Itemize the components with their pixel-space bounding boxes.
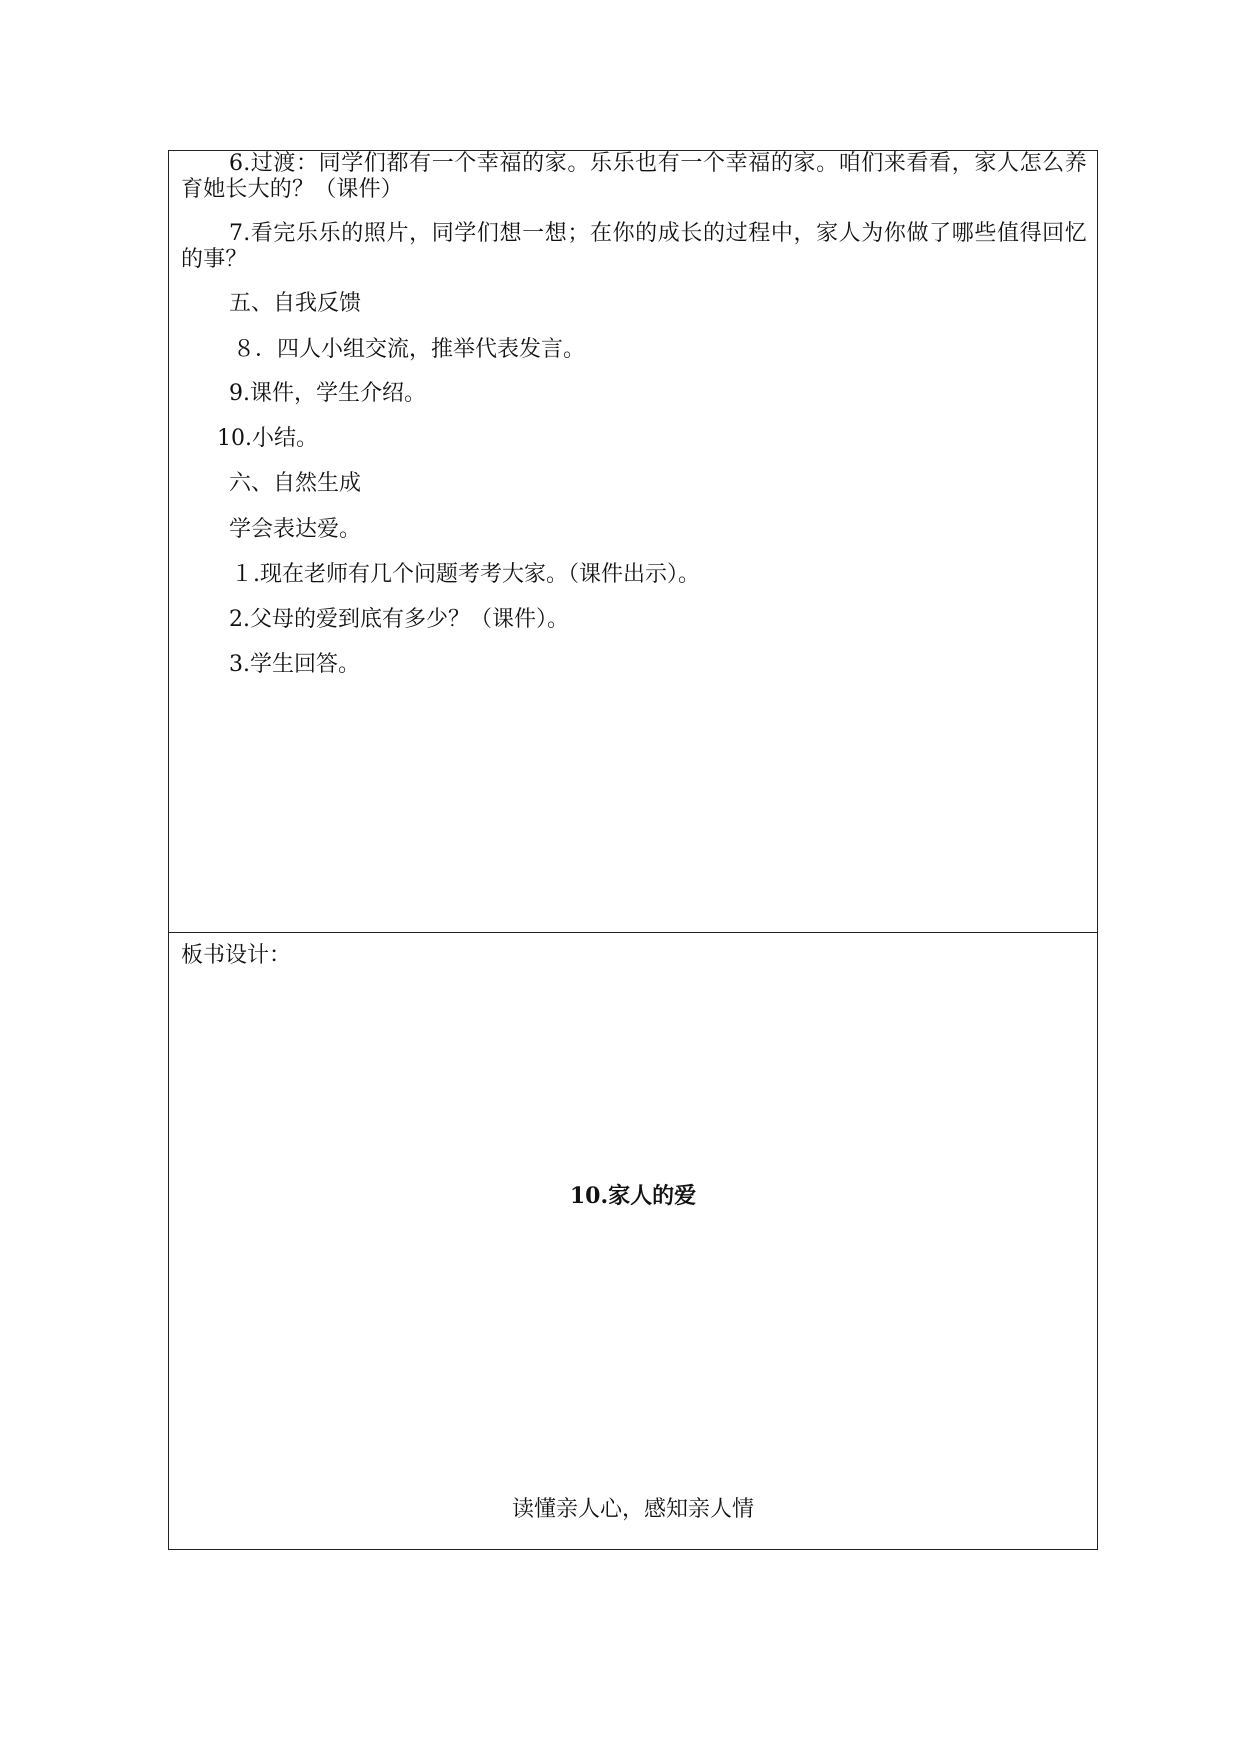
step-8-group-discussion: ８．四人小组交流，推举代表发言。: [233, 337, 586, 362]
express-love-line: 学会表达爱。: [229, 517, 362, 542]
teaching-process-cell: [169, 151, 1097, 933]
section-five-heading: 五、自我反馈: [229, 291, 362, 316]
question-2: 2.父母的爱到底有多少？（课件）。: [229, 607, 569, 632]
board-title: 10.家人的爱: [569, 1183, 697, 1209]
board-design-label: 板书设计：: [181, 943, 292, 968]
board-design-cell: [169, 933, 1097, 1549]
step-9-courseware: 9.课件，学生介绍。: [229, 381, 426, 406]
step-7-reflection: 7.看完乐乐的照片，同学们想一想；在你的成长的过程中，家人为你做了哪些值得回忆的事？: [181, 221, 1087, 272]
board-subtitle: 读懂亲人心，感知亲人情: [511, 1497, 754, 1522]
question-3: 3.学生回答。: [229, 652, 360, 677]
question-1: １.现在老师有几个问题考考大家。（课件出示）。: [231, 562, 700, 587]
step-10-summary: 10.小结。: [217, 426, 318, 451]
section-six-heading: 六、自然生成: [229, 471, 362, 496]
lesson-plan-table: [168, 150, 1098, 1550]
step-6-transition: 6.过渡：同学们都有一个幸福的家。乐乐也有一个幸福的家。咱们来看看，家人怎么养育她长大的？（课件）: [181, 151, 1087, 202]
